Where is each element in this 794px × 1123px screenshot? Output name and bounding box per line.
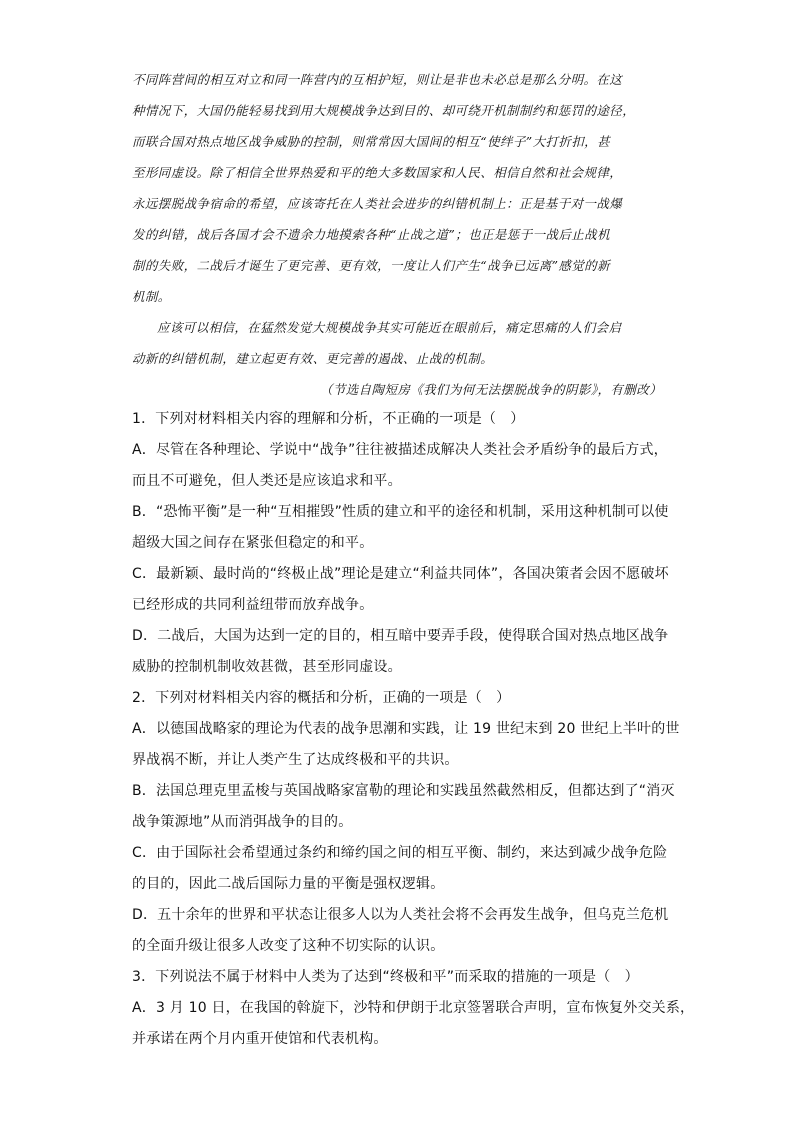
passage-line: 种情况下，大国仍能轻易找到用大规模战争达到目的、却可绕开机制制约和惩罚的途径， (132, 103, 636, 118)
passage-line: 应该可以相信，在猛然发觉大规模战争其实可能近在眼前后，痛定思痛的人们会启 (157, 320, 622, 335)
passage-line: 机制。 (132, 289, 171, 304)
passage-line: 动新的纠错机制，建立起更有效、更完善的遏战、止战的机制。 (132, 351, 494, 366)
question-2-option-a-cont: 界战祸不断，并让人类产生了达成终极和平的共识。 (132, 752, 459, 768)
passage-line: 永远摆脱战争宿命的希望，应该寄托在人类社会进步的纠错机制上：正是基于对一战爆 (132, 196, 623, 211)
passage-line: 发的纠错，战后各国才会不遗余力地摸索各种“止战之道”；也正是惩于一战后止战机 (132, 227, 610, 242)
question-2-option-d-cont: 的全面升级让很多人改变了这种不切实际的认识。 (132, 938, 445, 954)
question-2-stem: 2．下列对材料相关内容的概括和分析，正确的一项是（ ） (132, 690, 511, 706)
reading-passage (132, 64, 662, 405)
passage-source: （节选自陶短房《我们为何无法摆脱战争的阴影》，有删改） (319, 382, 662, 397)
question-1-option-b-cont: 超级大国之间存在紧张但稳定的和平。 (132, 535, 374, 551)
question-2-option-a: A．以德国战略家的理论为代表的战争思潮和实践，让 19 世纪末到 20 世纪上半叶的世 (132, 721, 680, 737)
question-2-option-b-cont: 战争策源地”从而消弭战争的目的。 (132, 814, 353, 830)
question-2-option-c-cont: 的目的，因此二战后国际力量的平衡是强权逻辑。 (132, 876, 445, 892)
question-2-option-d: D．五十余年的世界和平状态让很多人以为人类社会将不会再发生战争，但乌克兰危机 (132, 907, 669, 923)
passage-line: 至形同虚设。除了相信全世界热爱和平的绝大多数国家和人民、相信自然和社会规律， (132, 165, 623, 180)
question-list (132, 404, 695, 1055)
passage-line: 而联合国对热点地区战争威胁的控制，则常常因大国间的相互“使绊子”大打折扣，甚 (132, 134, 610, 149)
question-3-stem: 3．下列说法不属于材料中人类为了达到“终极和平”而采取的措施的一项是（ ） (132, 969, 639, 985)
question-1-option-a: A．尽管在各种理论、学说中“战争”往往被描述成解决人类社会矛盾纷争的最后方式， (132, 442, 668, 458)
question-2-option-b: B．法国总理克里孟梭与英国战略家富勒的理论和实践虽然截然相反，但都达到了“消灭 (132, 783, 675, 799)
question-3-option-a: A．3 月 10 日，在我国的斡旋下，沙特和伊朗于北京签署联合声明，宣布恢复外交关系， (132, 1000, 695, 1016)
question-3-option-a-cont: 并承诺在两个月内重开使馆和代表机构。 (132, 1031, 388, 1047)
question-1-option-b: B．“恐怖平衡”是一种“互相摧毁”性质的建立和平的途径和机制，采用这种机制可以使 (132, 504, 669, 520)
question-1-option-d-cont: 威胁的控制机制收效甚微，甚至形同虚设。 (132, 659, 402, 675)
passage-line: 制的失败，二战后才诞生了更完善、更有效，一度让人们产生“战争已远离”感觉的新 (132, 258, 610, 273)
question-1-option-d: D．二战后，大国为达到一定的目的，相互暗中要弄手段，使得联合国对热点地区战争 (132, 628, 669, 644)
question-1-stem: 1．下列对材料相关内容的理解和分析，不正确的一项是（ ） (132, 411, 525, 427)
question-1-option-c: C．最新颖、最时尚的“终极止战”理论是建立“利益共同体”，各国决策者会因不愿破坏 (132, 566, 669, 582)
passage-line: 不同阵营间的相互对立和同一阵营内的互相护短，则让是非也未必总是那么分明。在这 (132, 72, 623, 87)
question-1-option-c-cont: 已经形成的共同利益纽带而放弃战争。 (132, 597, 374, 613)
question-2-option-c: C．由于国际社会希望通过条约和缔约国之间的相互平衡、制约，来达到减少战争危险 (132, 845, 668, 861)
question-1-option-a-cont: 而且不可避免，但人类还是应该追求和平。 (132, 473, 402, 489)
